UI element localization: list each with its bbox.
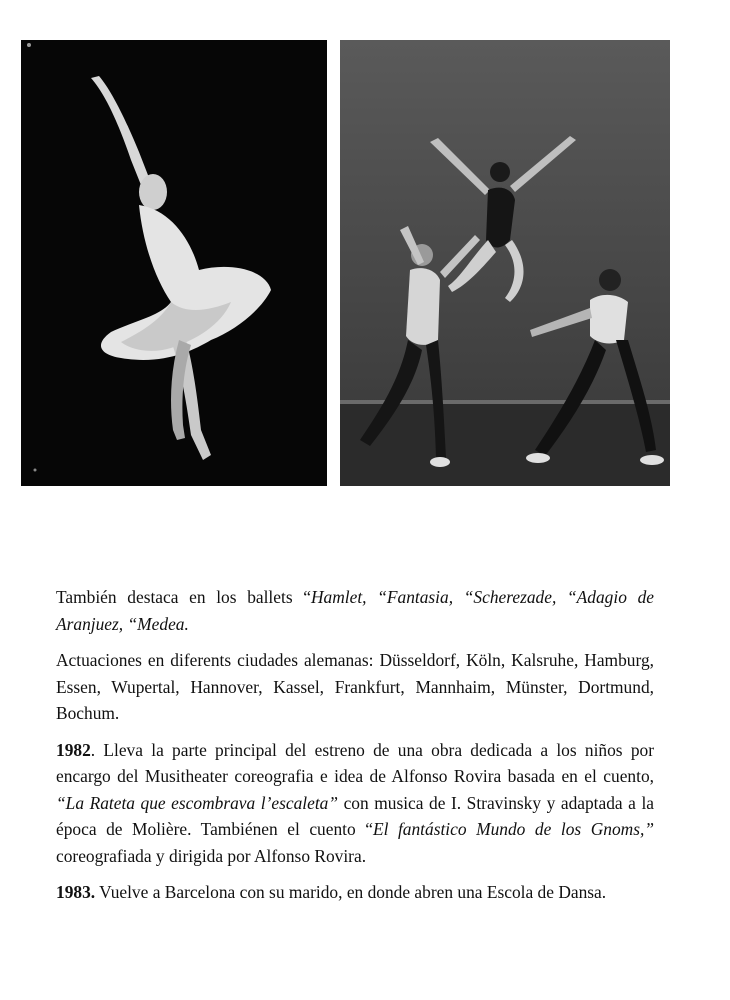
solo-dancer-image <box>21 40 327 486</box>
ballet-titles: Hamlet, “Fantasia, “Scherezade, “Adagio de Aranjuez, “Medea. <box>56 587 654 634</box>
year-1983: 1983. <box>56 882 96 902</box>
paragraph-1983 <box>56 879 654 906</box>
year-1982: 1982 <box>56 739 91 760</box>
p1982-story-title: “La Rateta que escombrava l’escaleta” <box>56 792 339 813</box>
photo-trio-dancers <box>340 40 670 486</box>
paragraph-german-cities <box>56 647 654 727</box>
ballets-intro: También destaca en los ballets “ <box>56 587 311 607</box>
p1982-text-2: con musica de I. Stravinsky y adaptada a la época de Molière. Tambiénen el cuento “ <box>56 792 654 839</box>
trio-dancers-image <box>340 40 670 486</box>
p1982-text-3: coreografiada y dirigida por Alfonso Rovira. <box>56 845 367 866</box>
paragraph-1982 <box>56 737 654 870</box>
p1982-gnoms-title: El fantástico Mundo de los Gnoms,” <box>372 819 655 839</box>
p1982-text-1: . Lleva la parte principal del estreno de una obra dedicada a los niños por encargo del Musitheater coreografia e idea de Alfonso Rovira basada en el cuento, <box>56 739 654 786</box>
german-cities-text: Actuaciones en diferents ciudades alemanas: Düsseldorf, Köln, Kalsruhe, Hamburg, Essen, Wupertal, Hannover, Kassel, Frankfurt, Mannhaim, Münster, Dortmund, Bochum. <box>56 650 654 723</box>
photo-solo-dancer <box>21 40 327 486</box>
paragraph-ballets <box>56 584 654 637</box>
p1983-text: Vuelve a Barcelona con su marido, en donde abren una Escola de Dansa. <box>95 882 607 902</box>
biography-text <box>56 584 654 916</box>
